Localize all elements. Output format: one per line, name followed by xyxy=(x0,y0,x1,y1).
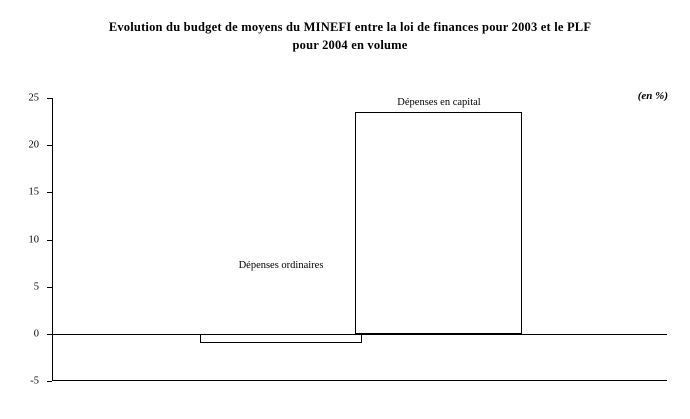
plot-area xyxy=(28,92,667,387)
y-tick-label-10: 10 xyxy=(28,234,39,245)
chart-title-line-1: Evolution du budget de moyens du MINEFI entre la loi de finances pour 2003 et le PLF xyxy=(108,20,592,34)
y-tick-label-15: 15 xyxy=(28,186,39,198)
y-axis-line xyxy=(52,98,53,381)
y-tick-5 xyxy=(33,281,52,293)
y-tick-label-5: 5 xyxy=(33,281,39,293)
unit-annotation: (en %) xyxy=(637,90,668,102)
y-tick-25 xyxy=(28,92,52,104)
y-tick-label-25: 25 xyxy=(28,92,39,104)
y-tick-20 xyxy=(28,139,52,151)
y-tick-10 xyxy=(28,234,52,245)
bar-depenses-ordinaires[interactable] xyxy=(200,334,362,343)
chart-title xyxy=(60,18,640,54)
y-tick-15 xyxy=(28,186,52,198)
bar-depenses-en-capital[interactable] xyxy=(355,112,522,334)
y-tick-label-20: 20 xyxy=(28,139,39,151)
y-tick-minus5 xyxy=(30,375,52,387)
y-tick-label-minus5: -5 xyxy=(30,375,39,387)
label-depenses-ordinaires: Dépenses ordinaires xyxy=(238,260,324,271)
y-tick-label-0: 0 xyxy=(33,328,39,340)
label-depenses-en-capital: Dépenses en capital xyxy=(397,97,481,108)
x-axis-bottom-line xyxy=(52,380,667,381)
chart-title-line-2: pour 2004 en volume xyxy=(292,38,408,52)
